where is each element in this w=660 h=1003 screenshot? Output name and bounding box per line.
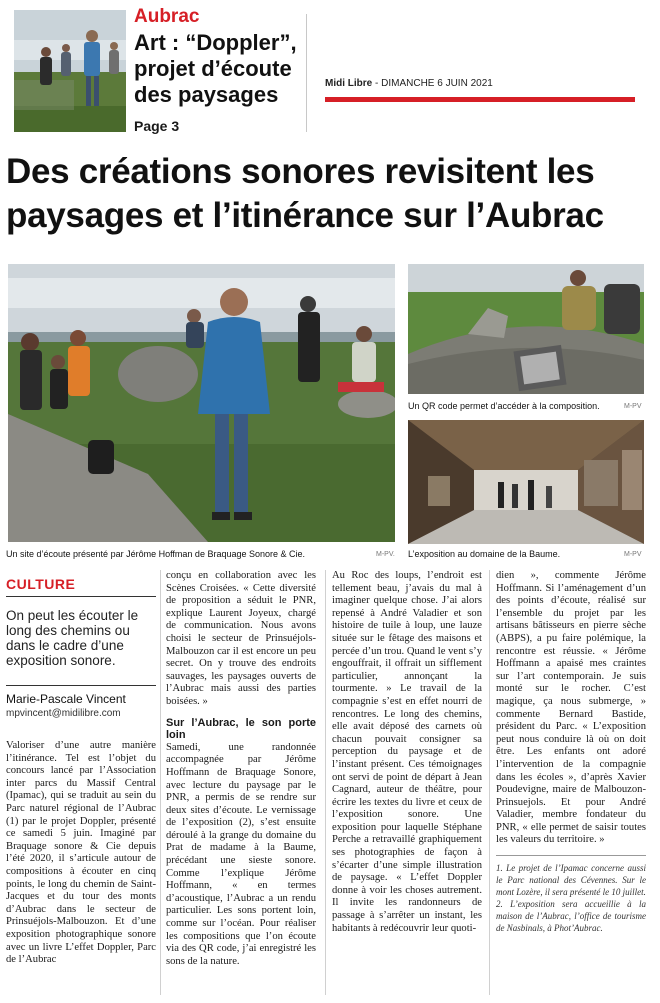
column-3-text: Au Roc des loups, l’endroit est tellement beau, j’avais du mal à imaginer quelque chose. J’ai alors repensé à André Valadier et son histoire de tuile à loup, une lauze située sur le fêtage des maisons et percée d’un trou. Quand le vent s’y engouffrait, il offrait un sifflement particulier, annonçant la tourmente. » Le travail de la compagnie s’est en effet nourri de rencontres. Le long des chemins, elle avait déposé des carnets où chacun pouvait consigner sa perception du paysage et de l’instant présent. Ces témoignages ont servi de point de départ à Jean Cagnard, auteur de théâtre, pour écrire les textes du livre et ceux de l’exposition sonore. Une exposition pour laquelle Stéphane Perche a retravaillé graphiquement ses photographies de façon à s’écarter d’une simple illustration de paysage. « L’effet Doppler donne à voir les choses autrement. Il invite les randonneurs de passage à s’arrêter un instant, les habitants à redécouvrir leur quoti- (332, 570, 482, 934)
teaser-title[interactable]: Art : “Doppler”, projet d’écoute des paysages (134, 30, 297, 107)
paper-name: Midi Libre (325, 78, 373, 89)
article-lead: On peut les écouter le long des chemins ou dans le cadre d’une exposition sonore. (6, 608, 139, 668)
qr-photo-credit: M-PV (624, 403, 642, 410)
article-column-3 (332, 570, 482, 935)
author-name: Marie-Pascale Vincent (6, 692, 126, 706)
main-photo-credit: M-PV. (376, 551, 395, 558)
section-rule (6, 596, 156, 597)
footnote-2: 2. L’exposition sera accueillie à la maison de l’Aubrac, l’office de tourisme de Nasbinals, à Phot’Aubrac. (496, 899, 646, 934)
article-column-1 (6, 740, 156, 967)
column-separator (325, 570, 326, 995)
column-2-text-a: conçu en collaboration avec les Scènes Croisées. « Cette diversité de proposition a séduit le PNR, explique Laurent Joyeux, chargé de communication. Nous avons choisi le secteur de Prinsuéjols-Malbouzon car il est encore un peu secret. On y trouve des endroits sauvages, les paysages ouverts de l’Aubrac mais aussi des parties boisées. » (166, 570, 316, 707)
teaser-kicker: Aubrac (134, 6, 200, 27)
column-2-text-b: Samedi, une randonnée accompagnée par Jérôme Hoffmann de Braquage Sonore, avec lecture du paysage par le PNR, a permis de se rendre sur deux sites d’écoute. Le vernissage de l’exposition (2), s’est ensuite déroulé à la grange du domaine du Prat de madame à la Baume, précédant une sieste sonore. Comme l’explique Jérôme Hoffmann, « en termes d’acoustique, l’Aubrac a un rendu particulier. Les sons portent loin, comme sur l’océan. Pour réaliser les compositions que l’on écoute via des QR code, j’ai enregistré les sons de la nature. (166, 741, 316, 967)
teaser-divider (306, 14, 307, 132)
expo-photo-caption: L’exposition au domaine de la Baume. (408, 549, 561, 559)
issue-date: - DIMANCHE 6 JUIN 2021 (372, 78, 493, 89)
article-column-2 (166, 570, 316, 968)
photo-exhibition (408, 420, 644, 544)
column-4-text: dien », commente Jérôme Hoffmann. Si l’aménagement d’un des points d’écoute, réalisé sur l’ensemble du projet par les artisans bâtisseurs en pierre sèche (ABPS), a pu faire polémique, la rencontre est réussie. « Jérôme Hoffmann a apaisé mes craintes sur l’art contemporain. Je suis monté sur le rocher. C’est magique, ça nous submerge, » commente Bernard Bastide, président du Parc. « L’exposition peut nous conduire là où on doit être. Les enfants ont adoré l’intervention de la compagnie dans les écoles », d’après Xavier Poudevigne, maire de Malbouzon-Prinsuejols. Et pour André Valadier, membre fondateur du PNR, « elle permet de saisir toutes les valeurs du territoire. » (496, 570, 646, 846)
footnotes (496, 862, 646, 934)
masthead-rule (325, 97, 635, 102)
expo-photo-credit: M-PV (624, 551, 642, 558)
lead-rule (6, 685, 156, 686)
headline: Des créations sonores revisitent les paysages et l’itinérance sur l’Aubrac (6, 152, 604, 235)
qr-photo-caption: Un QR code permet d’accéder à la composition. (408, 401, 600, 411)
column-separator (160, 570, 161, 995)
column-separator (489, 570, 490, 995)
photo-qr-code (408, 264, 644, 394)
footnote-rule (496, 855, 646, 856)
masthead (325, 78, 493, 89)
teaser-photo (14, 10, 126, 132)
section-label: CULTURE (6, 576, 76, 592)
main-photo-caption: Un site d’écoute présenté par Jérôme Hoffman de Braquage Sonore & Cie. (6, 549, 306, 559)
footnote-1: 1. Le projet de l’Ipamac concerne aussi le Parc national des Cévennes. Sur le mont Lozère, il sera présenté le 10 juillet. (496, 863, 646, 898)
photo-listening-site (8, 264, 395, 542)
article-column-4 (496, 570, 646, 934)
column-1-text: Valoriser d’une autre manière l’itinérance. Tel est l’objet du concours lancé par l’Association inter parcs du Massif Central (Ipamac), qui se traduit au sein du Parc naturel régional de l’Aubrac (1) par le projet Doppler, présenté ce samedi 5 juin. Imaginé par Braquage sonore & Cie depuis l’été 2020, il s’articule autour de compositions à écouter en cinq points, le long du chemin de Saint-Jacques et du tour des monts d’Aubrac dans le secteur de Prinsuéjols-Malbouzon. Et d’une exposition photographique sonore avec un livre L’effet Doppler, Parc de l’Aubrac (6, 740, 156, 966)
article-subhead: Sur l’Aubrac, le son porte loin (166, 716, 316, 742)
teaser-page-ref: Page 3 (134, 118, 180, 134)
author-email[interactable]: mpvincent@midilibre.com (6, 708, 121, 719)
